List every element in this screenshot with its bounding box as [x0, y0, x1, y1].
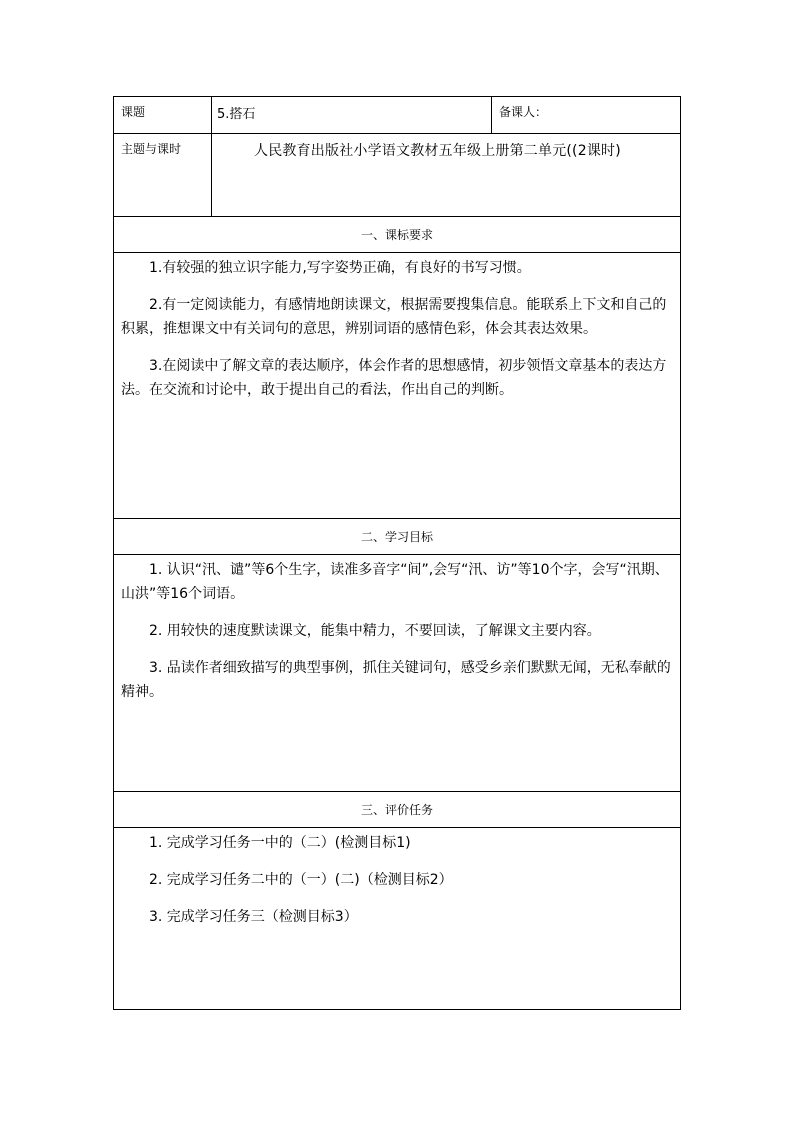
preparer-label — [492, 97, 681, 134]
section-2-heading-row — [114, 519, 681, 555]
section-heading-standards: 一、课标要求 — [114, 217, 681, 253]
objective-item-1: 1. 认识“汛、谴”等6个生字，读准多音字“间”,会写“汛、访”等10个字，会写“汛期、山洪”等16个词语。 — [121, 562, 669, 602]
topic-value: 5.搭石 — [212, 97, 492, 134]
lesson-plan-table — [113, 96, 681, 1010]
section-2-body-row — [114, 555, 681, 792]
theme-row — [114, 134, 681, 217]
standards-item-1: 1.有较强的独立识字能力,写字姿势正确，有良好的书写习惯。 — [149, 260, 531, 276]
assessment-item-2: 2. 完成学习任务二中的（一）(二)（检测目标2） — [149, 872, 453, 888]
section-heading-objectives: 二、学习目标 — [114, 519, 681, 555]
section-1-body-row — [114, 253, 681, 519]
standards-item-2: 2.有一定阅读能力，有感情地朗读课文，根据需要搜集信息。能联系上下文和自己的积累，推想课文中有关词句的意思，辨别词语的感情色彩，体会其表达效果。 — [121, 297, 667, 337]
section-body-objectives — [114, 555, 681, 792]
theme-value: 人民教育出版社小学语文教材五年级上册第二单元((2课时) — [212, 134, 681, 217]
assessment-item-3: 3. 完成学习任务三（检测目标3） — [149, 909, 358, 925]
header-row — [114, 97, 681, 134]
section-body-standards — [114, 253, 681, 519]
preparer-label-text: 备课人： — [499, 105, 548, 119]
section-heading-assessment: 三、评价任务 — [114, 792, 681, 828]
objective-item-3: 3. 品读作者细致描写的典型事例，抓住关键词句，感受乡亲们默默无闻，无私奉献的精神。 — [121, 660, 671, 700]
topic-label: 课题 — [114, 97, 212, 134]
theme-label: 主题与课时 — [114, 134, 212, 217]
section-1-heading-row — [114, 217, 681, 253]
section-3-heading-row — [114, 792, 681, 828]
section-body-assessment — [114, 828, 681, 1010]
objective-item-2: 2. 用较快的速度默读课文，能集中精力，不要回读，了解课文主要内容。 — [149, 623, 601, 639]
assessment-item-1: 1. 完成学习任务一中的（二）(检测目标1) — [149, 835, 411, 851]
section-3-body-row — [114, 828, 681, 1010]
standards-item-3: 3.在阅读中了解文章的表达顺序，体会作者的思想感情，初步领悟文章基本的表达方法。在交流和讨论中，敢于提出自己的看法，作出自己的判断。 — [121, 358, 667, 398]
